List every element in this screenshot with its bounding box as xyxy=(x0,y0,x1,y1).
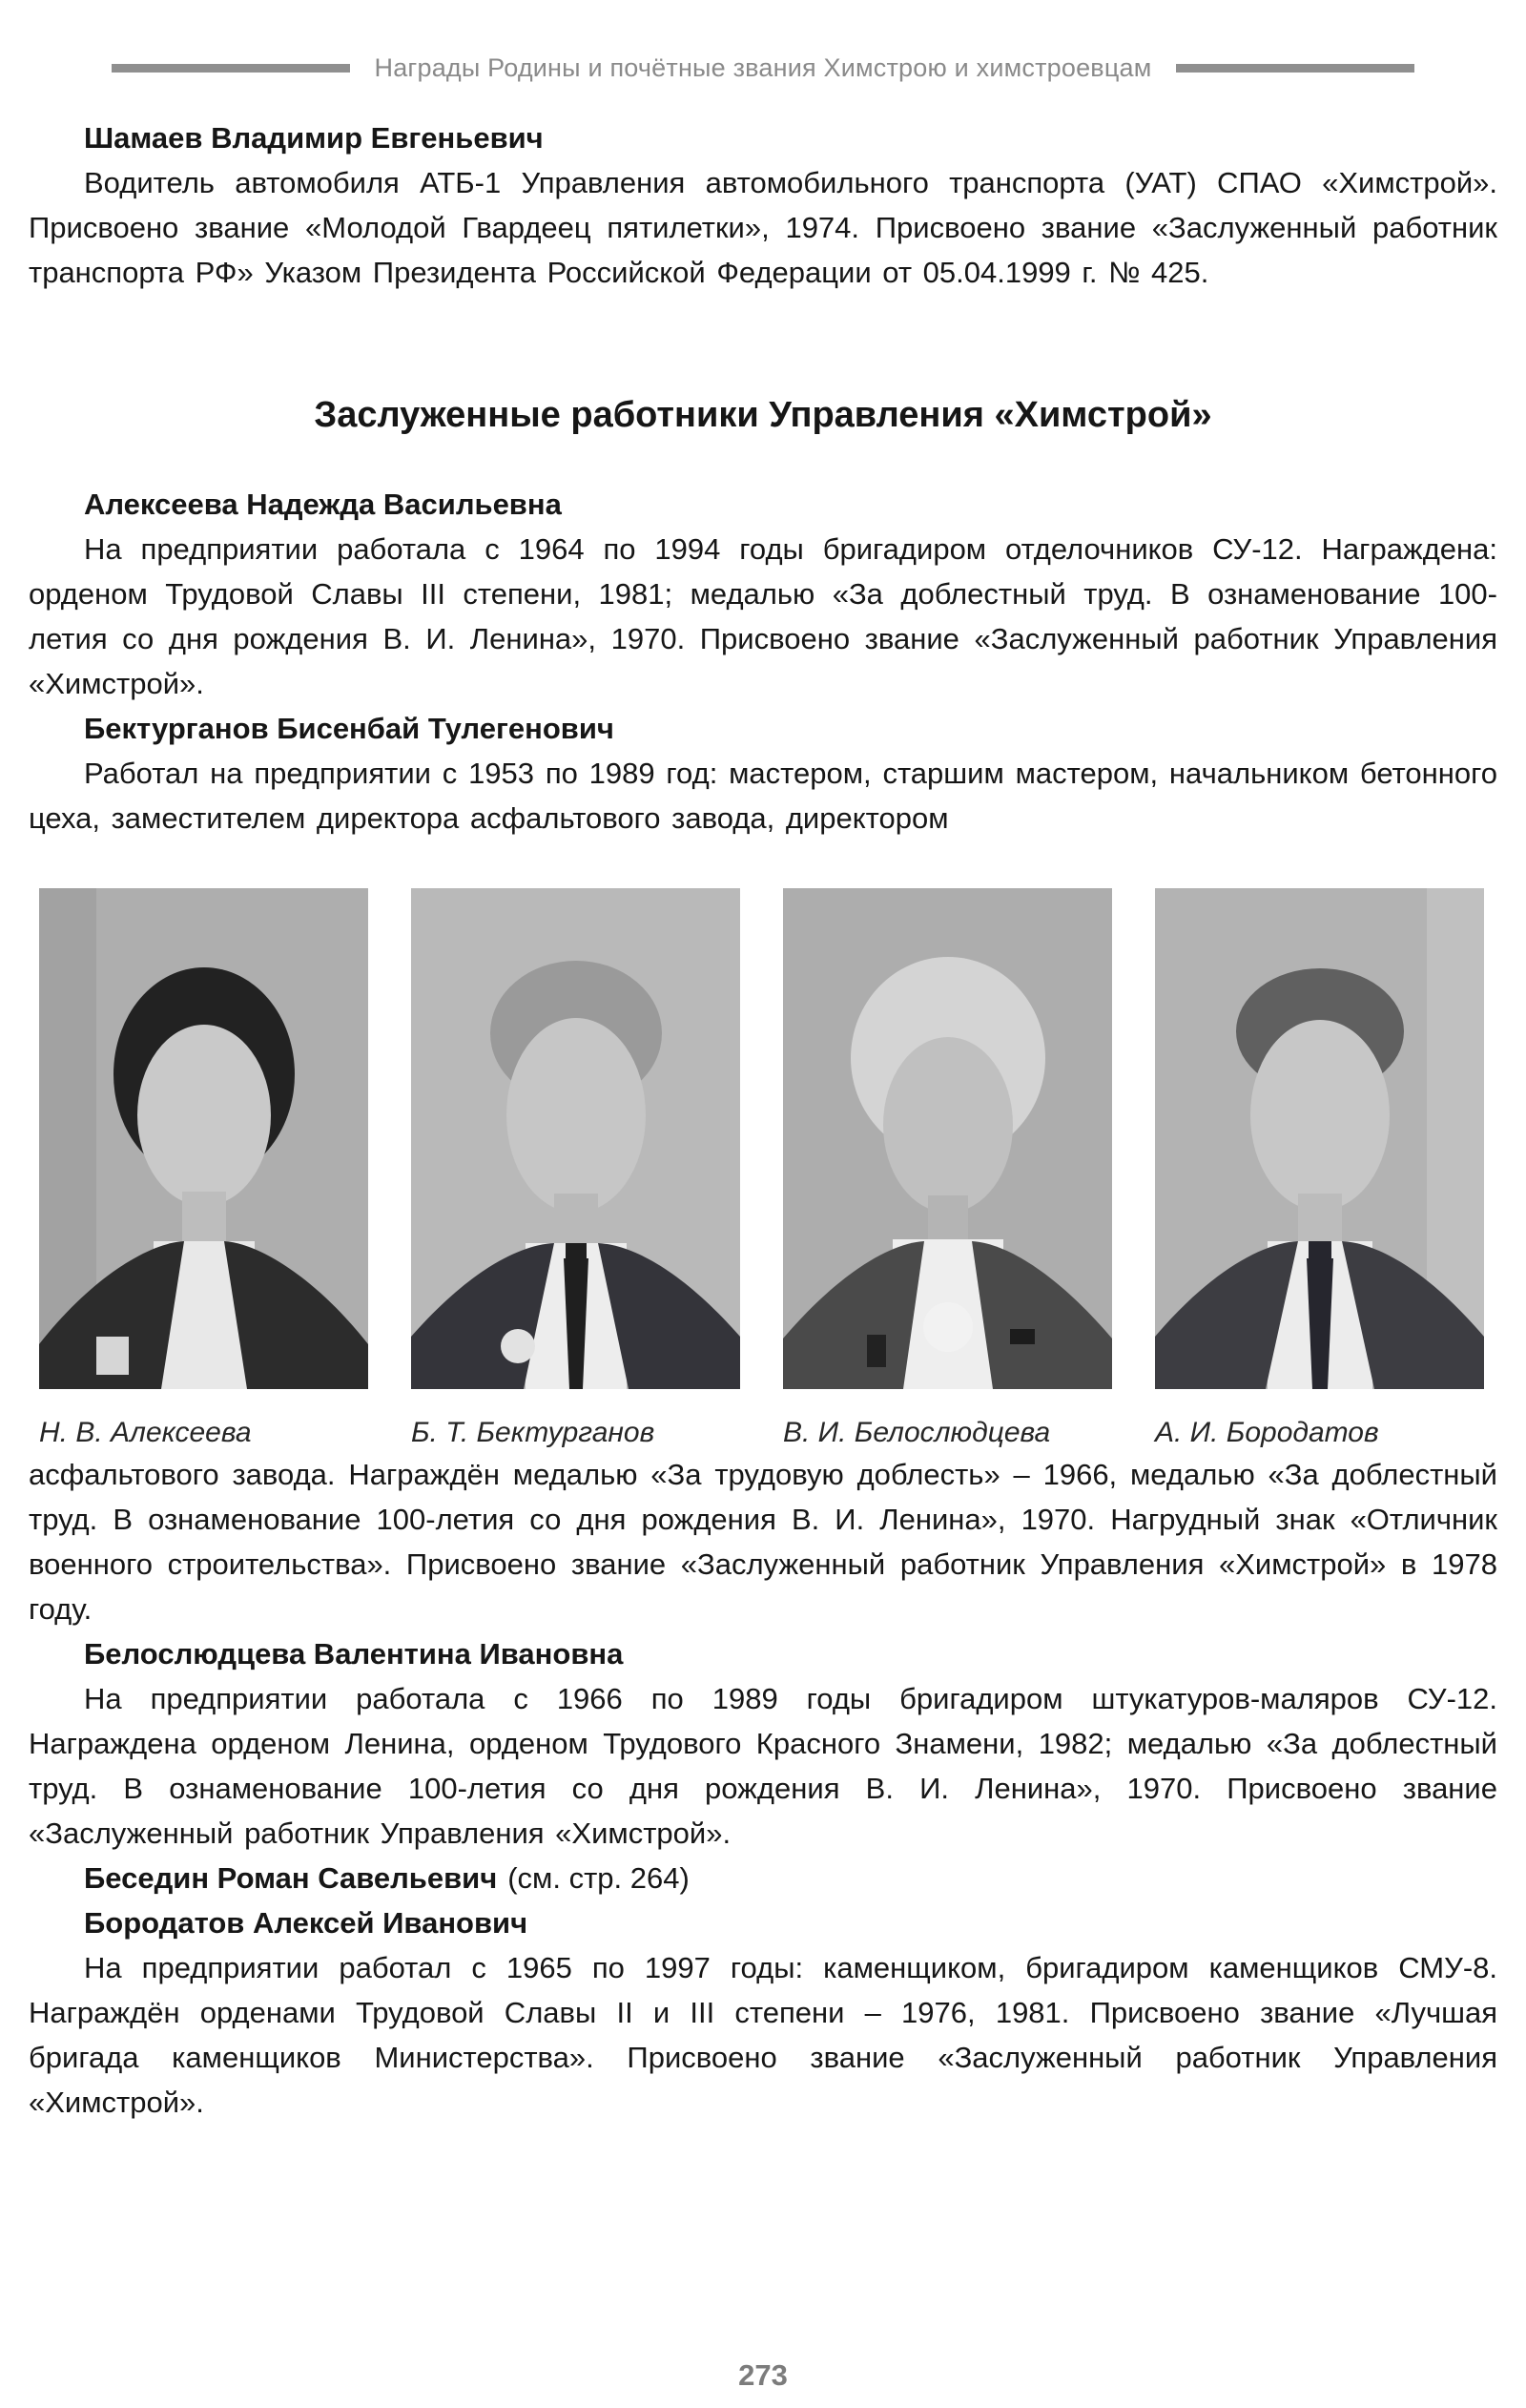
entry-besedin xyxy=(29,1856,1497,1900)
photo-caption-borodatov: А. И. Бородатов xyxy=(1155,1417,1379,1448)
portrait-photo-beloslyudtseva xyxy=(783,888,1112,1389)
portrait-photo-bekturganov xyxy=(411,888,740,1389)
photo-caption-alekseeva: Н. В. Алексеева xyxy=(39,1417,252,1448)
entry-name-borodatov: Бородатов Алексей Иванович xyxy=(84,1906,528,1940)
woman-dark-hair-portrait-illustration xyxy=(39,888,368,1389)
section-title: Заслуженные работники Управления «Химстрой» xyxy=(314,395,1212,435)
photo-caption-beloslyudtseva: В. И. Белослюдцева xyxy=(783,1417,1051,1448)
entry-bekturganov xyxy=(29,706,1497,841)
running-head xyxy=(0,0,1526,83)
entry-name-alekseeva: Алексеева Надежда Васильевна xyxy=(84,488,562,521)
page-content xyxy=(0,115,1526,841)
page-number: 273 xyxy=(738,2358,788,2392)
entry-body-bekturganov-before: Работал на предприятии с 1953 по 1989 год: мастером, старшим мастером, начальником бетонного цеха, заместителем директора асфальтового завода, директором xyxy=(29,757,1497,835)
header-rule-left xyxy=(112,64,350,73)
entry-shamaev xyxy=(29,115,1497,295)
man-suit-tie-portrait-illustration xyxy=(1155,888,1484,1389)
entry-body-beloslyudtseva: На предприятии работала с 1966 по 1989 годы бригадиром штукатуров-маляров СУ-12. Награждена орденом Ленина, орденом Трудового Красного Знамени, 1982; медалью «За доблестный труд. В ознаменование 100-летия со дня рождения В. И. Ленина», 1970. Присвоено звание «Заслуженный работник Управления «Химстрой». xyxy=(29,1682,1497,1850)
entry-name-besedin: Беседин Роман Савельевич xyxy=(84,1861,498,1895)
page-content-lower xyxy=(0,1452,1526,2125)
photo-caption-row xyxy=(0,1414,1526,1452)
entry-name-bekturganov: Бектурганов Бисенбай Тулегенович xyxy=(84,712,614,745)
entry-name-beloslyudtseva: Белослюдцева Валентина Ивановна xyxy=(84,1637,624,1671)
entry-note-besedin: (см. стр. 264) xyxy=(507,1861,690,1895)
entry-beloslyudtseva xyxy=(29,1631,1497,1856)
woman-blonde-hair-portrait-illustration xyxy=(783,888,1112,1389)
entry-body-alekseeva: На предприятии работала с 1964 по 1994 годы бригадиром отделочников СУ-12. Награждена: орденом Трудовой Славы III степени, 1981; медалью «За доблестный труд. В ознаменование 100-летия со дня рождения В. И. Ленина», 1970. Присвоено звание «Заслуженный работник Управления «Химстрой». xyxy=(29,532,1497,700)
entry-body-bekturganov-after: асфальтового завода. Награждён медалью «За трудовую доблесть» – 1966, медалью «За доблестный труд. В ознаменование 100-летия со дня рождения В. И. Ленина», 1970. Нагрудный знак «Отличник военного строительства». Присвоено звание «Заслуженный работник Управления «Химстрой» в 1978 году. xyxy=(29,1458,1497,1626)
header-rule-right xyxy=(1176,64,1414,73)
entry-body-borodatov: На предприятии работал с 1965 по 1997 годы: каменщиком, бригадиром каменщиков СМУ-8. Награждён орденами Трудовой Славы II и III степени – 1976, 1981. Присвоено звание «Лучшая бригада каменщиков Министерства». Присвоено звание «Заслуженный работник Управления «Химстрой». xyxy=(29,1951,1497,2119)
running-head-title: Награды Родины и почётные звания Химстрою и химстроевцам xyxy=(374,53,1152,82)
entry-name-shamaev: Шамаев Владимир Евгеньевич xyxy=(84,121,544,155)
elderly-man-suit-portrait-illustration xyxy=(411,888,740,1389)
entry-body-shamaev: Водитель автомобиля АТБ-1 Управления автомобильного транспорта (УАТ) СПАО «Химстрой». Присвоено звание «Молодой Гвардеец пятилетки», 1974. Присвоено звание «Заслуженный работник транспорта РФ» Указом Президента Российской Федерации от 05.04.1999 г. № 425. xyxy=(29,166,1497,289)
portrait-photo-borodatov xyxy=(1155,888,1484,1389)
entry-alekseeva xyxy=(29,482,1497,706)
portrait-photo-alekseeva xyxy=(39,888,368,1389)
entry-borodatov xyxy=(29,1900,1497,2125)
photo-caption-bekturganov: Б. Т. Бектурганов xyxy=(411,1417,655,1448)
portrait-photo-row xyxy=(0,888,1526,1389)
